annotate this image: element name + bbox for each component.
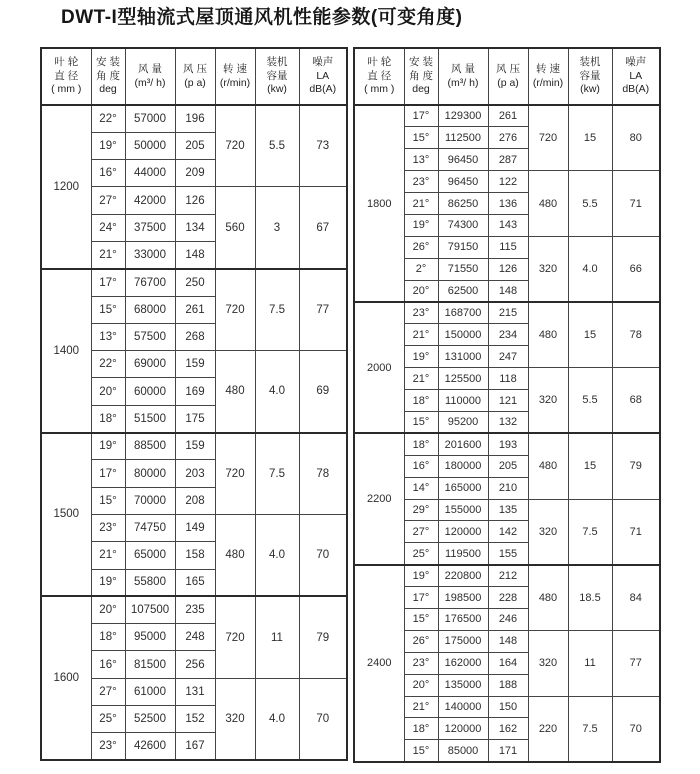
angle-cell: 17° bbox=[91, 460, 125, 487]
capacity-cell: 15 bbox=[568, 302, 612, 368]
pressure-cell: 268 bbox=[175, 323, 215, 350]
noise-cell: 70 bbox=[299, 514, 347, 596]
angle-cell: 15° bbox=[91, 296, 125, 323]
angle-cell: 14° bbox=[404, 477, 438, 499]
header-line: 噪声 bbox=[625, 56, 647, 69]
speed-cell: 320 bbox=[528, 368, 568, 434]
volume-cell: 86250 bbox=[438, 193, 488, 215]
table-row bbox=[354, 565, 660, 587]
speed-cell: 320 bbox=[215, 678, 255, 760]
pressure-cell: 118 bbox=[488, 368, 528, 390]
angle-cell: 24° bbox=[91, 214, 125, 241]
header-line: 风 压 bbox=[183, 62, 207, 75]
capacity-cell: 5.5 bbox=[568, 368, 612, 434]
noise-cell: 80 bbox=[612, 105, 660, 171]
volume-cell: 95000 bbox=[125, 624, 175, 651]
page-title: DWT-I型轴流式屋顶通风机性能参数(可变角度) bbox=[61, 7, 463, 28]
pressure-cell: 205 bbox=[175, 132, 215, 159]
diameter-cell: 2200 bbox=[354, 433, 404, 564]
header-line: 容量 bbox=[266, 69, 288, 82]
pressure-cell: 261 bbox=[175, 296, 215, 323]
angle-cell: 21° bbox=[404, 193, 438, 215]
volume-cell: 65000 bbox=[125, 542, 175, 569]
pressure-cell: 122 bbox=[488, 171, 528, 193]
table-row bbox=[354, 105, 660, 127]
pressure-cell: 126 bbox=[175, 187, 215, 214]
noise-cell: 77 bbox=[299, 269, 347, 351]
volume-cell: 37500 bbox=[125, 214, 175, 241]
volume-cell: 180000 bbox=[438, 455, 488, 477]
angle-cell: 23° bbox=[91, 514, 125, 541]
header-cell-diameter bbox=[41, 48, 91, 105]
pressure-cell: 196 bbox=[175, 105, 215, 132]
capacity-cell: 18.5 bbox=[568, 565, 612, 631]
angle-cell: 19° bbox=[91, 132, 125, 159]
speed-cell: 480 bbox=[528, 302, 568, 368]
volume-cell: 42000 bbox=[125, 187, 175, 214]
volume-cell: 68000 bbox=[125, 296, 175, 323]
angle-cell: 19° bbox=[91, 569, 125, 596]
angle-cell: 18° bbox=[404, 718, 438, 740]
speed-cell: 320 bbox=[528, 630, 568, 696]
pressure-cell: 132 bbox=[488, 411, 528, 433]
header-line: 风 压 bbox=[496, 62, 520, 75]
angle-cell: 15° bbox=[404, 411, 438, 433]
volume-cell: 155000 bbox=[438, 499, 488, 521]
header-line: deg bbox=[99, 83, 117, 96]
pressure-cell: 256 bbox=[175, 651, 215, 678]
capacity-cell: 5.5 bbox=[568, 171, 612, 237]
header-cell-noise bbox=[612, 48, 660, 105]
noise-cell: 71 bbox=[612, 171, 660, 237]
pressure-cell: 126 bbox=[488, 258, 528, 280]
header-line: (r/min) bbox=[219, 76, 251, 89]
angle-cell: 18° bbox=[404, 433, 438, 455]
volume-cell: 140000 bbox=[438, 696, 488, 718]
volume-cell: 120000 bbox=[438, 521, 488, 543]
volume-cell: 125500 bbox=[438, 368, 488, 390]
volume-cell: 80000 bbox=[125, 460, 175, 487]
volume-cell: 70000 bbox=[125, 487, 175, 514]
header-line: 装机 bbox=[579, 56, 601, 69]
volume-cell: 107500 bbox=[125, 596, 175, 623]
header-line: deg bbox=[412, 83, 430, 96]
header-line: (p a) bbox=[497, 76, 519, 89]
volume-cell: 131000 bbox=[438, 346, 488, 368]
volume-cell: 135000 bbox=[438, 674, 488, 696]
pressure-cell: 159 bbox=[175, 351, 215, 378]
angle-cell: 26° bbox=[404, 236, 438, 258]
pressure-cell: 115 bbox=[488, 236, 528, 258]
pressure-cell: 143 bbox=[488, 214, 528, 236]
header-line: ( mm ) bbox=[51, 83, 82, 96]
angle-cell: 2° bbox=[404, 258, 438, 280]
pressure-cell: 121 bbox=[488, 390, 528, 412]
volume-cell: 112500 bbox=[438, 127, 488, 149]
pressure-cell: 169 bbox=[175, 378, 215, 405]
noise-cell: 66 bbox=[612, 236, 660, 302]
right-table-container bbox=[353, 47, 661, 763]
angle-cell: 26° bbox=[404, 630, 438, 652]
volume-cell: 88500 bbox=[125, 433, 175, 460]
capacity-cell: 4.0 bbox=[568, 236, 612, 302]
volume-cell: 129300 bbox=[438, 105, 488, 127]
angle-cell: 21° bbox=[91, 542, 125, 569]
speed-cell: 320 bbox=[528, 236, 568, 302]
volume-cell: 85000 bbox=[438, 740, 488, 762]
pressure-cell: 134 bbox=[175, 214, 215, 241]
header-line: 容量 bbox=[579, 69, 601, 82]
volume-cell: 71550 bbox=[438, 258, 488, 280]
pressure-cell: 188 bbox=[488, 674, 528, 696]
header-cell-angle bbox=[404, 48, 438, 105]
angle-cell: 17° bbox=[404, 587, 438, 609]
noise-cell: 68 bbox=[612, 368, 660, 434]
angle-cell: 17° bbox=[404, 105, 438, 127]
angle-cell: 21° bbox=[404, 324, 438, 346]
angle-cell: 21° bbox=[404, 368, 438, 390]
capacity-cell: 5.5 bbox=[255, 105, 299, 187]
header-cell-capacity bbox=[255, 48, 299, 105]
header-line: 风 量 bbox=[451, 62, 475, 75]
noise-cell: 71 bbox=[612, 499, 660, 565]
angle-cell: 19° bbox=[404, 346, 438, 368]
noise-cell: 79 bbox=[612, 433, 660, 499]
volume-cell: 198500 bbox=[438, 587, 488, 609]
header-cell-volume bbox=[438, 48, 488, 105]
volume-cell: 168700 bbox=[438, 302, 488, 324]
capacity-cell: 4.0 bbox=[255, 678, 299, 760]
volume-cell: 96450 bbox=[438, 149, 488, 171]
pressure-cell: 159 bbox=[175, 433, 215, 460]
angle-cell: 20° bbox=[91, 596, 125, 623]
volume-cell: 55800 bbox=[125, 569, 175, 596]
volume-cell: 61000 bbox=[125, 678, 175, 705]
speed-cell: 320 bbox=[528, 499, 568, 565]
header-cell-diameter bbox=[354, 48, 404, 105]
header-line: 装机 bbox=[266, 56, 288, 69]
angle-cell: 16° bbox=[91, 651, 125, 678]
header-line: 安 装 bbox=[409, 56, 433, 69]
header-line: (r/min) bbox=[532, 76, 564, 89]
spec-table-right bbox=[353, 47, 661, 763]
capacity-cell: 7.5 bbox=[255, 433, 299, 515]
pressure-cell: 215 bbox=[488, 302, 528, 324]
pressure-cell: 142 bbox=[488, 521, 528, 543]
volume-cell: 120000 bbox=[438, 718, 488, 740]
header-line: 叶 轮 bbox=[54, 56, 79, 69]
header-cell-volume bbox=[125, 48, 175, 105]
header-cell-angle bbox=[91, 48, 125, 105]
volume-cell: 220800 bbox=[438, 565, 488, 587]
pressure-cell: 148 bbox=[175, 241, 215, 268]
volume-cell: 44000 bbox=[125, 160, 175, 187]
diameter-cell: 1600 bbox=[41, 596, 91, 760]
header-line: dB(A) bbox=[622, 83, 650, 96]
volume-cell: 79150 bbox=[438, 236, 488, 258]
volume-cell: 96450 bbox=[438, 171, 488, 193]
volume-cell: 33000 bbox=[125, 241, 175, 268]
header-line: LA bbox=[629, 69, 643, 82]
angle-cell: 15° bbox=[404, 740, 438, 762]
speed-cell: 720 bbox=[215, 596, 255, 678]
pressure-cell: 158 bbox=[175, 542, 215, 569]
pressure-cell: 135 bbox=[488, 499, 528, 521]
noise-cell: 84 bbox=[612, 565, 660, 631]
angle-cell: 18° bbox=[404, 390, 438, 412]
pressure-cell: 175 bbox=[175, 405, 215, 432]
header-line: LA bbox=[316, 69, 330, 82]
header-line: ( mm ) bbox=[364, 83, 395, 96]
diameter-cell: 1500 bbox=[41, 433, 91, 597]
capacity-cell: 11 bbox=[255, 596, 299, 678]
pressure-cell: 235 bbox=[175, 596, 215, 623]
noise-cell: 70 bbox=[612, 696, 660, 762]
header-cell-capacity bbox=[568, 48, 612, 105]
header-line: 转 速 bbox=[223, 62, 247, 75]
angle-cell: 20° bbox=[404, 280, 438, 302]
header-row bbox=[354, 48, 660, 105]
volume-cell: 74300 bbox=[438, 214, 488, 236]
diameter-cell: 1400 bbox=[41, 269, 91, 433]
angle-cell: 18° bbox=[91, 624, 125, 651]
angle-cell: 15° bbox=[91, 487, 125, 514]
volume-cell: 175000 bbox=[438, 630, 488, 652]
volume-cell: 51500 bbox=[125, 405, 175, 432]
volume-cell: 74750 bbox=[125, 514, 175, 541]
speed-cell: 220 bbox=[528, 696, 568, 762]
pressure-cell: 247 bbox=[488, 346, 528, 368]
noise-cell: 69 bbox=[299, 351, 347, 433]
pressure-cell: 193 bbox=[488, 433, 528, 455]
header-row bbox=[41, 48, 347, 105]
diameter-cell: 1200 bbox=[41, 105, 91, 269]
speed-cell: 720 bbox=[215, 105, 255, 187]
speed-cell: 560 bbox=[215, 187, 255, 269]
capacity-cell: 7.5 bbox=[568, 696, 612, 762]
diameter-cell: 2000 bbox=[354, 302, 404, 433]
pressure-cell: 250 bbox=[175, 269, 215, 296]
pressure-cell: 287 bbox=[488, 149, 528, 171]
pressure-cell: 276 bbox=[488, 127, 528, 149]
pressure-cell: 205 bbox=[488, 455, 528, 477]
pressure-cell: 162 bbox=[488, 718, 528, 740]
header-cell-noise bbox=[299, 48, 347, 105]
pressure-cell: 208 bbox=[175, 487, 215, 514]
header-line: 噪声 bbox=[312, 56, 334, 69]
header-line: 直 径 bbox=[54, 69, 79, 82]
angle-cell: 27° bbox=[91, 678, 125, 705]
header-line: (m³/ h) bbox=[134, 76, 166, 89]
pressure-cell: 261 bbox=[488, 105, 528, 127]
header-cell-speed bbox=[528, 48, 568, 105]
volume-cell: 42600 bbox=[125, 733, 175, 760]
volume-cell: 57000 bbox=[125, 105, 175, 132]
pressure-cell: 234 bbox=[488, 324, 528, 346]
pressure-cell: 171 bbox=[488, 740, 528, 762]
header-line: 安 装 bbox=[96, 56, 120, 69]
speed-cell: 720 bbox=[215, 433, 255, 515]
header-line: 风 量 bbox=[138, 62, 162, 75]
volume-cell: 165000 bbox=[438, 477, 488, 499]
table-row bbox=[41, 596, 347, 623]
volume-cell: 57500 bbox=[125, 323, 175, 350]
angle-cell: 23° bbox=[404, 302, 438, 324]
noise-cell: 70 bbox=[299, 678, 347, 760]
header-line: (p a) bbox=[184, 76, 206, 89]
speed-cell: 480 bbox=[528, 433, 568, 499]
pressure-cell: 150 bbox=[488, 696, 528, 718]
header-line: (kw) bbox=[580, 83, 600, 96]
angle-cell: 27° bbox=[91, 187, 125, 214]
pressure-cell: 131 bbox=[175, 678, 215, 705]
volume-cell: 50000 bbox=[125, 132, 175, 159]
pressure-cell: 248 bbox=[175, 624, 215, 651]
pressure-cell: 167 bbox=[175, 733, 215, 760]
angle-cell: 13° bbox=[91, 323, 125, 350]
spec-table-left bbox=[40, 47, 348, 761]
angle-cell: 21° bbox=[404, 696, 438, 718]
header-line: 角 度 bbox=[96, 69, 120, 82]
pressure-cell: 228 bbox=[488, 587, 528, 609]
pressure-cell: 148 bbox=[488, 280, 528, 302]
header-line: (kw) bbox=[267, 83, 287, 96]
speed-cell: 480 bbox=[215, 514, 255, 596]
volume-cell: 60000 bbox=[125, 378, 175, 405]
header-line: 叶 轮 bbox=[367, 56, 392, 69]
volume-cell: 81500 bbox=[125, 651, 175, 678]
volume-cell: 69000 bbox=[125, 351, 175, 378]
angle-cell: 20° bbox=[404, 674, 438, 696]
volume-cell: 95200 bbox=[438, 411, 488, 433]
diameter-cell: 2400 bbox=[354, 565, 404, 762]
capacity-cell: 15 bbox=[568, 105, 612, 171]
table-row bbox=[41, 269, 347, 296]
angle-cell: 13° bbox=[404, 149, 438, 171]
angle-cell: 25° bbox=[91, 706, 125, 733]
angle-cell: 16° bbox=[91, 160, 125, 187]
pressure-cell: 212 bbox=[488, 565, 528, 587]
header-cell-pressure bbox=[488, 48, 528, 105]
header-line: 角 度 bbox=[409, 69, 433, 82]
noise-cell: 78 bbox=[299, 433, 347, 515]
volume-cell: 150000 bbox=[438, 324, 488, 346]
pressure-cell: 136 bbox=[488, 193, 528, 215]
angle-cell: 29° bbox=[404, 499, 438, 521]
pressure-cell: 149 bbox=[175, 514, 215, 541]
volume-cell: 176500 bbox=[438, 608, 488, 630]
pressure-cell: 164 bbox=[488, 652, 528, 674]
header-line: (m³/ h) bbox=[447, 76, 479, 89]
header-cell-speed bbox=[215, 48, 255, 105]
capacity-cell: 7.5 bbox=[255, 269, 299, 351]
noise-cell: 73 bbox=[299, 105, 347, 187]
volume-cell: 162000 bbox=[438, 652, 488, 674]
angle-cell: 20° bbox=[91, 378, 125, 405]
speed-cell: 720 bbox=[528, 105, 568, 171]
diameter-cell: 1800 bbox=[354, 105, 404, 302]
pressure-cell: 155 bbox=[488, 543, 528, 565]
header-line: 直 径 bbox=[367, 69, 392, 82]
noise-cell: 78 bbox=[612, 302, 660, 368]
angle-cell: 22° bbox=[91, 351, 125, 378]
angle-cell: 22° bbox=[91, 105, 125, 132]
volume-cell: 52500 bbox=[125, 706, 175, 733]
angle-cell: 19° bbox=[404, 565, 438, 587]
header-line: dB(A) bbox=[309, 83, 337, 96]
table-row bbox=[354, 302, 660, 324]
table-row bbox=[41, 433, 347, 460]
header-line: 转 速 bbox=[536, 62, 560, 75]
angle-cell: 16° bbox=[404, 455, 438, 477]
capacity-cell: 4.0 bbox=[255, 351, 299, 433]
volume-cell: 62500 bbox=[438, 280, 488, 302]
header-cell-pressure bbox=[175, 48, 215, 105]
speed-cell: 720 bbox=[215, 269, 255, 351]
pressure-cell: 165 bbox=[175, 569, 215, 596]
noise-cell: 67 bbox=[299, 187, 347, 269]
capacity-cell: 4.0 bbox=[255, 514, 299, 596]
table-row bbox=[41, 105, 347, 132]
angle-cell: 21° bbox=[91, 241, 125, 268]
angle-cell: 23° bbox=[91, 733, 125, 760]
speed-cell: 480 bbox=[528, 565, 568, 631]
angle-cell: 17° bbox=[91, 269, 125, 296]
angle-cell: 18° bbox=[91, 405, 125, 432]
capacity-cell: 7.5 bbox=[568, 499, 612, 565]
angle-cell: 23° bbox=[404, 171, 438, 193]
angle-cell: 15° bbox=[404, 127, 438, 149]
capacity-cell: 11 bbox=[568, 630, 612, 696]
pressure-cell: 148 bbox=[488, 630, 528, 652]
angle-cell: 19° bbox=[404, 214, 438, 236]
angle-cell: 25° bbox=[404, 543, 438, 565]
left-table-container bbox=[40, 47, 348, 761]
pressure-cell: 203 bbox=[175, 460, 215, 487]
volume-cell: 119500 bbox=[438, 543, 488, 565]
capacity-cell: 3 bbox=[255, 187, 299, 269]
angle-cell: 23° bbox=[404, 652, 438, 674]
pressure-cell: 210 bbox=[488, 477, 528, 499]
pressure-cell: 209 bbox=[175, 160, 215, 187]
speed-cell: 480 bbox=[528, 171, 568, 237]
volume-cell: 76700 bbox=[125, 269, 175, 296]
volume-cell: 110000 bbox=[438, 390, 488, 412]
angle-cell: 19° bbox=[91, 433, 125, 460]
noise-cell: 77 bbox=[612, 630, 660, 696]
angle-cell: 27° bbox=[404, 521, 438, 543]
angle-cell: 15° bbox=[404, 608, 438, 630]
speed-cell: 480 bbox=[215, 351, 255, 433]
noise-cell: 79 bbox=[299, 596, 347, 678]
pressure-cell: 246 bbox=[488, 608, 528, 630]
volume-cell: 201600 bbox=[438, 433, 488, 455]
table-row bbox=[354, 433, 660, 455]
pressure-cell: 152 bbox=[175, 706, 215, 733]
capacity-cell: 15 bbox=[568, 433, 612, 499]
